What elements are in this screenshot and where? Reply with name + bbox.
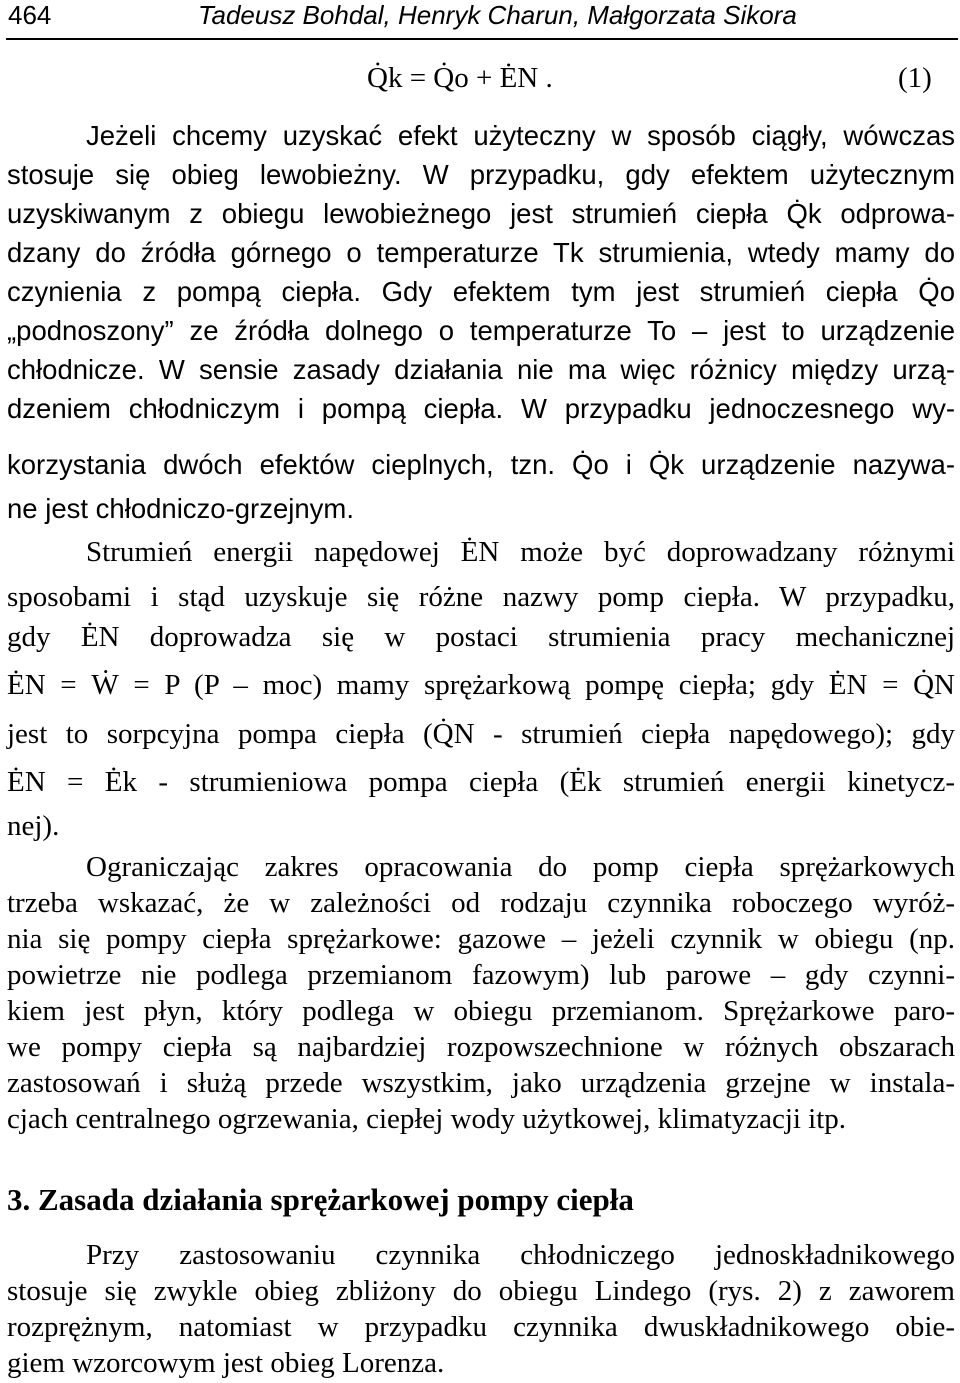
paragraph-2-line: sposobami i stąd uzyskuje się różne nazwy pomp ciepła. W przypadku, [7, 581, 955, 613]
section-heading: 3. Zasada działania sprężarkowej pompy ciepła [7, 1182, 634, 1217]
paragraph-4-line: stosuje się zwykle obieg zbliżony do obiegu Lindego (rys. 2) z zaworem [7, 1275, 955, 1307]
paragraph-1-line: dzany do źródła górnego o temperaturze Tk strumienia, wtedy mamy do [7, 237, 955, 268]
paragraph-1-line: dzeniem chłodniczym i pompą ciepła. W przypadku jednoczesnego wy- [7, 393, 955, 424]
paragraph-2-line: Strumień energii napędowej ĖN może być doprowadzany różnymi [86, 536, 955, 568]
paragraph-2-line: ĖN = Ėk - strumieniowa pompa ciepła (Ėk strumień energii kinetycz- [7, 766, 955, 798]
paragraph-3-line: Ograniczając zakres opracowania do pomp ciepła sprężarkowych [86, 851, 955, 883]
equation-1: Q̇k = Q̇o + ĖN . [367, 62, 553, 94]
running-header [0, 0, 960, 40]
page-number: 464 [8, 0, 52, 30]
paragraph-4-line: Przy zastosowaniu czynnika chłodniczego jednoskładnikowego [86, 1239, 955, 1271]
paragraph-4-line: rozprężnym, natomiast w przypadku czynnika dwuskładnikowego obie- [7, 1311, 955, 1343]
paragraph-3-line: kiem jest płyn, który podlega w obiegu przemianom. Sprężarkowe paro- [7, 995, 955, 1027]
paragraph-3-line: nia się pompy ciepła sprężarkowe: gazowe – jeżeli czynnik w obiegu (np. [7, 923, 955, 955]
paragraph-3-line: we pompy ciepła są najbardziej rozpowszechnione w różnych obszarach [7, 1031, 955, 1063]
paragraph-3-line: cjach centralnego ogrzewania, ciepłej wody użytkowej, klimatyzacji itp. [7, 1103, 847, 1135]
paragraph-1-line: „podnoszony” ze źródła dolnego o temperaturze To – jest to urządzenie [7, 315, 955, 346]
paragraph-3-line: trzeba wskazać, że w zależności od rodzaju czynnika roboczego wyróż- [7, 887, 955, 919]
paragraph-2-line: gdy ĖN doprowadza się w postaci strumienia pracy mechanicznej [7, 621, 955, 653]
paragraph-1-line: Jeżeli chcemy uzyskać efekt użyteczny w sposób ciągły, wówczas [86, 120, 955, 151]
paragraph-4-line: giem wzorcowym jest obieg Lorenza. [7, 1347, 445, 1379]
paragraph-2-line: jest to sorpcyjna pompa ciepła (Q̇N - strumień ciepła napędowego); gdy [7, 718, 955, 750]
paragraph-1-line: czynienia z pompą ciepła. Gdy efektem tym jest strumień ciepła Q̇o [7, 276, 955, 307]
paragraph-1-line: uzyskiwanym z obiegu lewobieżnego jest strumień ciepła Q̇k odprowa- [7, 198, 955, 229]
paragraph-1-line: ne jest chłodniczo-grzejnym. [7, 493, 354, 524]
paragraph-2-line: nej). [7, 810, 60, 842]
paragraph-3-line: powietrze nie podlega przemianom fazowym) lub parowe – gdy czynni- [7, 959, 955, 991]
paragraph-1-line: stosuje się obieg lewobieżny. W przypadku, gdy efektem użytecznym [7, 159, 955, 190]
paragraph-1-line: korzystania dwóch efektów cieplnych, tzn. Q̇o i Q̇k urządzenie nazywa- [7, 449, 955, 480]
paragraph-3-line: zastosowań i służą przede wszystkim, jako urządzenia grzejne w instala- [7, 1067, 955, 1099]
paragraph-1-line: chłodnicze. W sensie zasady działania nie ma więc różnicy między urzą- [7, 354, 955, 385]
paragraph-2-line: ĖN = Ẇ = P (P – moc) mamy sprężarkową pompę ciepła; gdy ĖN = Q̇N [7, 669, 955, 701]
header-divider [6, 38, 958, 40]
equation-1-number: (1) [898, 62, 932, 94]
header-authors: Tadeusz Bohdal, Henryk Charun, Małgorzata Sikora [198, 0, 797, 30]
